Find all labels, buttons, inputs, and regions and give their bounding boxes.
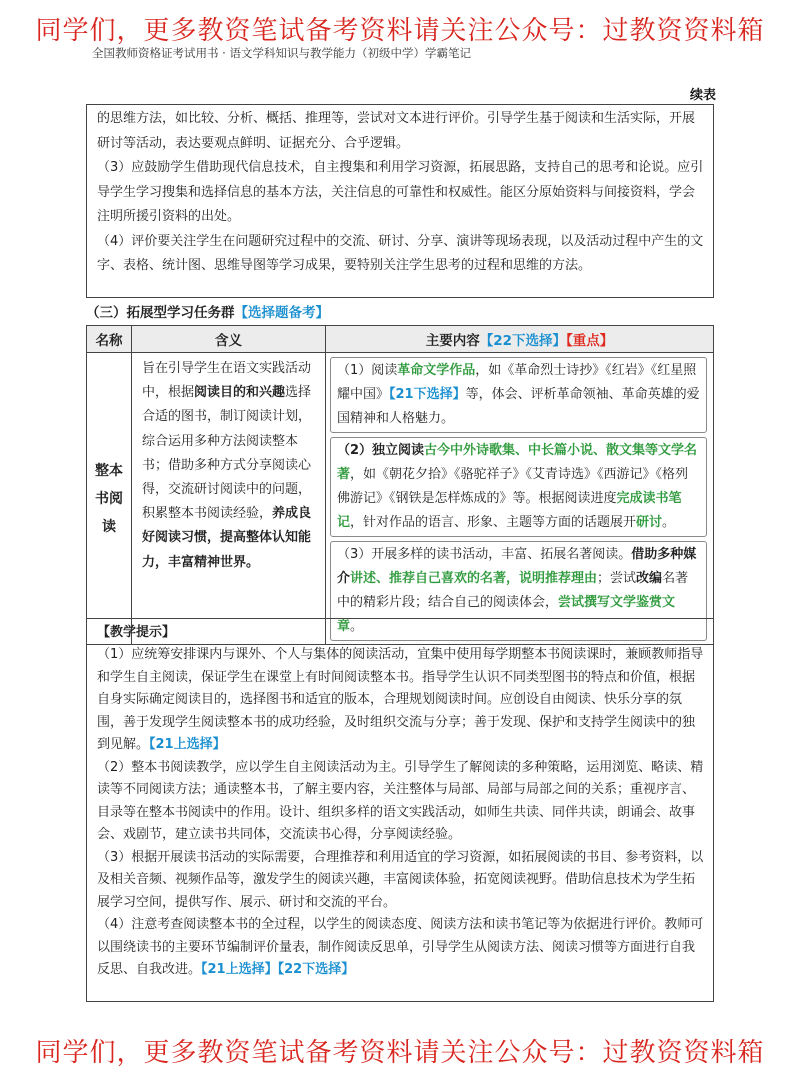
item-highlight: 尝试撰写文学鉴赏文章 — [337, 595, 676, 634]
tip-exam-tag: 【21上选择】 — [149, 737, 226, 752]
table-row — [87, 353, 714, 645]
task-group-table — [86, 325, 714, 645]
item-text: 。 — [662, 515, 676, 530]
tips-heading: 【教学提示】 — [97, 625, 176, 640]
header-name: 名称 — [87, 326, 132, 353]
tip-text: （2）整本书阅读教学，应以学生自主阅读活动为主。引导学生了解阅读的多种策略，运用浏览、略读、精读等不同阅读方法；通读整本书，了解主要内容，关注整体与局部、局部与局部之间的关系；重视序言、目录等在整本书阅读中的作用。设计、组织多样的语文实践活动，如师生共读、同伴共读，朗诵会、故事会、戏剧节，建立读书共同体，交流读书心得，分享阅读经验。 — [97, 759, 704, 842]
item-exam-tag: 【21下选择】 — [389, 387, 466, 402]
item-text: ；尝试 — [597, 571, 637, 586]
item-text: （2）独立阅读 — [337, 443, 425, 458]
section-heading — [86, 301, 329, 321]
item-text: （1）阅读 — [337, 363, 398, 378]
content-cell — [326, 353, 714, 645]
header-content — [326, 326, 714, 353]
continued-paragraph: 的思维方法，如比较、分析、概括、推理等，尝试对文本进行评价。引导学生基于阅读和生活实际，开展研讨等活动，表达要观点鲜明、证据充分、合乎逻辑。 — [97, 111, 696, 151]
meaning-text: 旨在引导学生在语文实践活动中，根据 — [142, 361, 312, 401]
item-text: 名著中的精彩片段；结合自己的阅读体会， — [337, 571, 689, 610]
header-content-label: 主要内容 — [425, 333, 480, 349]
item-bold: 改编 — [636, 571, 663, 586]
tip-paragraph — [97, 847, 705, 915]
item-bold: 借助多种媒介 — [337, 547, 697, 586]
tip-text: （4）注意考查阅读整本书的全过程，以学生的阅读态度、阅读方法和读书笔记等为依据进行评价。教师可以围绕读书的主要环节编制评价量表，制作阅读反思单，引导学生从阅读方法、阅读习惯等方面进行自我反思、自我改进。 — [97, 917, 704, 977]
item-highlight: 讲述、推荐自己喜欢的名著，说明推荐理由 — [350, 571, 598, 586]
tip-exam-tag: 【21上选择】【22下选择】 — [201, 962, 355, 977]
continued-paragraph: （4）评价要关注学生在问题研究过程中的交流、研讨、分享、演讲等现场表现，以及活动过程中产生的文字、表格、统计图、思维导图等学习成果，要特别关注学生思考的过程和思维的方法。 — [97, 233, 704, 273]
item-text: 等，体会、评析革命领袖、革命英雄的爱国精神和人格魅力。 — [337, 387, 700, 426]
meaning-bold: 养成良好阅读习惯，提高整体认知能力，丰富精神世界。 — [142, 506, 312, 570]
section-title: （三）拓展型学习任务群 — [86, 305, 235, 321]
table-header-row — [87, 326, 714, 353]
item-text: ，如《革命烈士诗抄》《红岩》《红星照耀中国》 — [337, 363, 697, 402]
meaning-text: 选择合适的图书，制订阅读计划，综合运用多种方法阅读整本书；借助多种方式分享阅读心得，交流研讨阅读中的问题，积累整本书阅读经验， — [142, 385, 312, 522]
item-text: （3）开展多样的读书活动，丰富、拓展名著阅读。 — [337, 547, 632, 562]
promo-banner-bottom: 同学们，更多教资笔试备考资料请关注公众号：过教资资料箱 — [35, 1038, 765, 1068]
tip-text: （1）应统筹安排课内与课外、个人与集体的阅读活动，宜集中使用每学期整本书阅读课时，兼顾教师指导和学生自主阅读，保证学生在课堂上有时间阅读整本书。指导学生认识不同类型图书的特点和价值，根据自身实际确定阅读目的，选择图书和适宜的版本，合理规划阅读时间。应创设自由阅读、快乐分享的氛围，善于发现学生阅读整本书的成功经验，及时组织交流与分享；善于发现、保护和支持学生阅读中的独到见解。 — [97, 647, 704, 752]
item-highlight: 研讨 — [636, 515, 663, 530]
header-tag-key: 【重点】 — [566, 333, 614, 349]
meaning-cell — [132, 353, 326, 645]
continued-label: 续表 — [689, 88, 716, 103]
header-meaning: 含义 — [132, 326, 326, 353]
teaching-tips-box — [86, 618, 714, 1002]
tip-paragraph — [97, 757, 705, 847]
header-tag-22: 【22下选择】 — [479, 333, 567, 349]
tip-text: （3）根据开展读书活动的实际需要，合理推荐和利用适宜的学习资源，如拓展阅读的书目、参考资料，以及相关音频、视频作品等，激发学生的阅读兴趣，丰富阅读体验，拓宽阅读视野。借助信息技术为学生拓展学习空间，提供写作、展示、研讨和交流的平台。 — [97, 849, 704, 910]
promo-banner-top: 同学们，更多教资笔试备考资料请关注公众号：过教资资料箱 — [35, 16, 765, 46]
item-highlight: 古今中外诗歌集、中长篇小说、散文集等文学名著 — [337, 443, 698, 482]
meaning-bold: 阅读目的和兴趣 — [194, 385, 286, 401]
tip-paragraph — [97, 914, 705, 982]
continued-paragraph: （3）应鼓励学生借助现代信息技术，自主搜集和利用学习资源，拓展思路，支持自己的思考和论说。应引导学生学习搜集和选择信息的基本方法，关注信息的可靠性和权威性。能区分原始资料与间接资料，学会注明所援引资料的出处。 — [97, 160, 704, 224]
item-text: ，针对作品的语言、形象、主题等方面的话题展开 — [350, 515, 637, 530]
continued-table-cell — [86, 104, 714, 298]
content-item — [330, 437, 707, 537]
item-highlight: 革命文学作品 — [397, 363, 476, 378]
book-subheader: 全国教师资格证考试用书 · 语文学科知识与教学能力（初级中学）学霸笔记 — [92, 46, 471, 60]
tip-paragraph — [97, 644, 705, 757]
row-name-cell — [87, 353, 132, 645]
item-highlight: 完成读书笔记 — [337, 491, 682, 530]
content-item — [330, 357, 707, 433]
row-name: 整本书阅读 — [95, 462, 123, 535]
section-tag: 【选择题备考】 — [234, 305, 329, 321]
item-text: 。 — [350, 619, 364, 634]
item-text: ，如《朝花夕拾》《骆驼祥子》《艾青诗选》《西游记》《格列佛游记》《钢铁是怎样炼成的》等。根据阅读进度 — [337, 467, 689, 506]
